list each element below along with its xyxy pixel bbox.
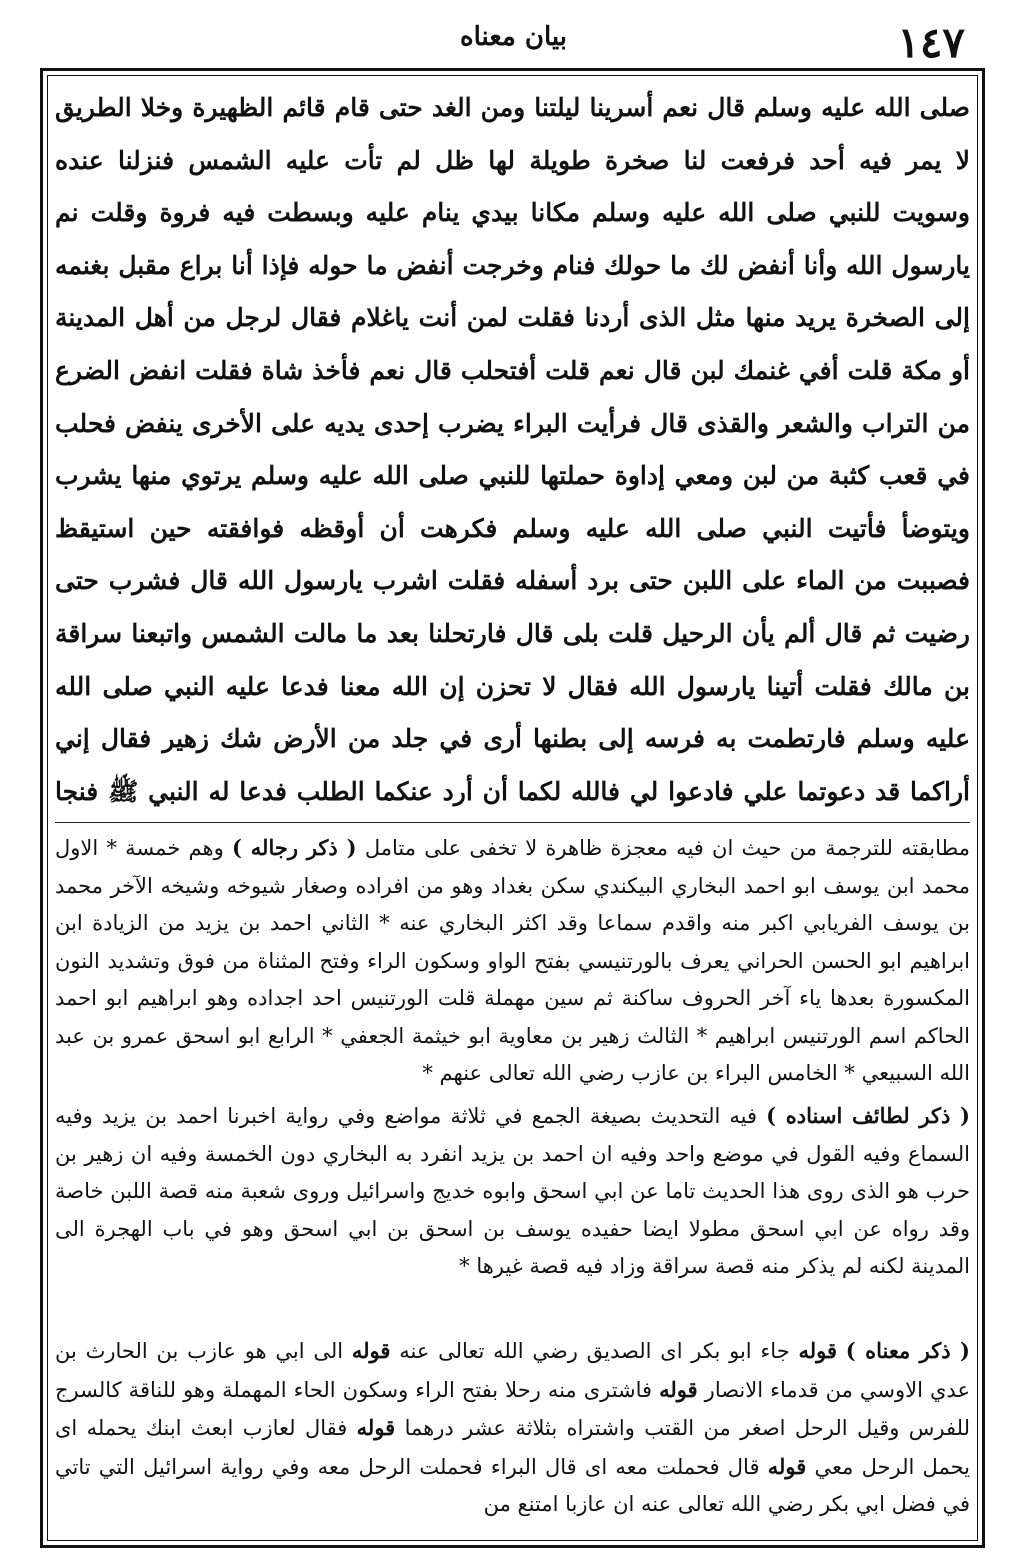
maani-part-5: قال فحملت معه اى قال البراء فحملت الرحل معه وفي رواية اسرائيل التي تاتي في فضل ابي بكر رضي الله تعالى عنه ان عازبا امتنع من	[55, 1454, 970, 1516]
rijal-heading: ( ذكر رجاله )	[231, 835, 357, 860]
mutabaqa-lead: مطابقته للترجمة من حيث ان فيه معجزة ظاهرة لا تخفى على متامل	[364, 836, 970, 860]
lataif-heading: ( ذكر لطائف اسناده )	[766, 1103, 970, 1128]
section-lataif	[55, 1097, 970, 1322]
maani-part-1: جاء ابو بكر اى الصديق رضي الله تعالى عنه	[399, 1339, 790, 1363]
qawl-marker: قوله	[659, 1376, 698, 1402]
hadith-text: صلى الله عليه وسلم قال نعم أسرينا ليلتنا ومن الغد حتى قام قائم الظهيرة وخلا الطريق لا يمر فيه أحد فرفعت لنا صخرة طويلة لها ظل لم تأت عليه الشمس فنزلنا عنده وسويت للنبي صلى الله عليه وسلم مكانا بيدي ينام عليه وبسطت فيه فروة وقلت نم يارسول الله وأنا أنفض لك ما حولك فنام وخرجت أنفض ما حوله فإذا أنا براع مقبل بغنمه إلى الصخرة يريد منها مثل الذى أردنا فقلت لمن أنت ياغلام فقال لرجل من أهل المدينة أو مكة قلت أفي غنمك لبن قال نعم قلت أفتحلب قال نعم فأخذ شاة فقلت انفض الضرع من التراب والشعر والقذى قال فرأيت البراء يضرب إحدى يديه على الأخرى ينفض فحلب في قعب كثبة من لبن ومعي إداوة حملتها للنبي صلى الله عليه وسلم يرتوي منها يشرب ويتوضأ فأتيت النبي صلى الله عليه وسلم فكرهت أن أوقظه فوافقته حين استيقظ فصببت من الماء على اللبن حتى برد أسفله فقلت اشرب يارسول الله قال فشرب حتى رضيت ثم قال ألم يأن الرحيل قلت بلى قال فارتحلنا بعد ما مالت الشمس واتبعنا سراقة بن مالك فقلت أتينا يارسول الله فقال لا تحزن إن الله معنا فدعا عليه النبي صلى الله عليه وسلم فارتطمت به فرسه إلى بطنها أرى في جلد من الأرض شك زهير فقال إني أراكما قد دعوتما علي فادعوا لي فالله لكما أن أرد عنكما الطلب فدعا له النبي ﷺ فنجا	[55, 93, 970, 806]
section-maani	[55, 1332, 970, 1522]
page-content	[55, 82, 970, 1522]
qawl-marker: قوله	[767, 1453, 807, 1479]
maani-part-4: فقال لعازب ابعث ابنك يحمله اى يحمل الرحل معي	[55, 1416, 970, 1479]
lataif-body: فيه التحديث بصيغة الجمع في ثلاثة مواضع وفي رواية اخبرنا احمد بن يزيد وفيه السماع وفيه القول في موضع واحد وفيه ان احمد بن يزيد انفرد به البخاري دون الخمسة وفيه ان زهير بن حرب هو الذى روى هذا الحديث تاما عن ابي اسحق وابوه خديج واسرائيل وروى شعبة منه قصة اللبن خاصة وقد رواه عن ابي اسحق مطولا ايضا حفيده يوسف بن اسحق بن ابي اسحق وهو في باب الهجرة الى المدينة لكنه لم يذكر منه قصة سراقة وزاد فيه قصة غيرها *	[55, 1104, 970, 1278]
qawl-marker: قوله	[356, 1415, 396, 1440]
section-rijal	[55, 829, 970, 1089]
section-divider	[55, 822, 970, 823]
rijal-body: وهم خمسة * الاول محمد ابن يوسف ابو احمد البخاري البيكندي سكن بغداد وهو من افراده وصغار شيوخه وشيخه الآخر محمد بن يوسف الفريابي اكبر منه واقدم سماعا وقد اكثر البخاري عنه * الثاني احمد بن يزيد من الزيادة ابن ابراهيم ابو الحسن الحراني يعرف بالورتنيسي بفتح الواو وسكون الراء وفتح المثناة من فوق وتشديد النون المكسورة بعدها ياء آخر الحروف ساكنة ثم سين مهملة قلت الورتنيس احد اجداده وهو ابراهيم ابو احمد الحاكم اسم الورتنيس ابراهيم * الثالث زهير بن معاوية ابو خيثمة الجعفي * الرابع ابو اسحق عمرو بن عبد الله السبيعي * الخامس البراء بن عازب رضي الله تعالى عنهم *	[55, 836, 970, 1085]
maani-part-2: الى ابي هو عازب بن الحارث بن عدي الاوسي من قدماء الانصار	[55, 1339, 970, 1402]
maani-heading: ( ذكر معناه )	[845, 1338, 970, 1363]
page-number: ١٤٧	[897, 18, 965, 67]
running-title: بيان معناه	[459, 22, 567, 52]
qawl-marker: قوله	[351, 1338, 391, 1363]
qawl-marker: قوله	[798, 1338, 838, 1363]
maani-part-3: فاشترى منه رحلا بفتح الراء وسكون الحاء المهملة وهو للناقة كالسرج للفرس وقيل الرحل اصغر من القتب واشتراه بثلاثة عشر درهما	[55, 1377, 970, 1440]
